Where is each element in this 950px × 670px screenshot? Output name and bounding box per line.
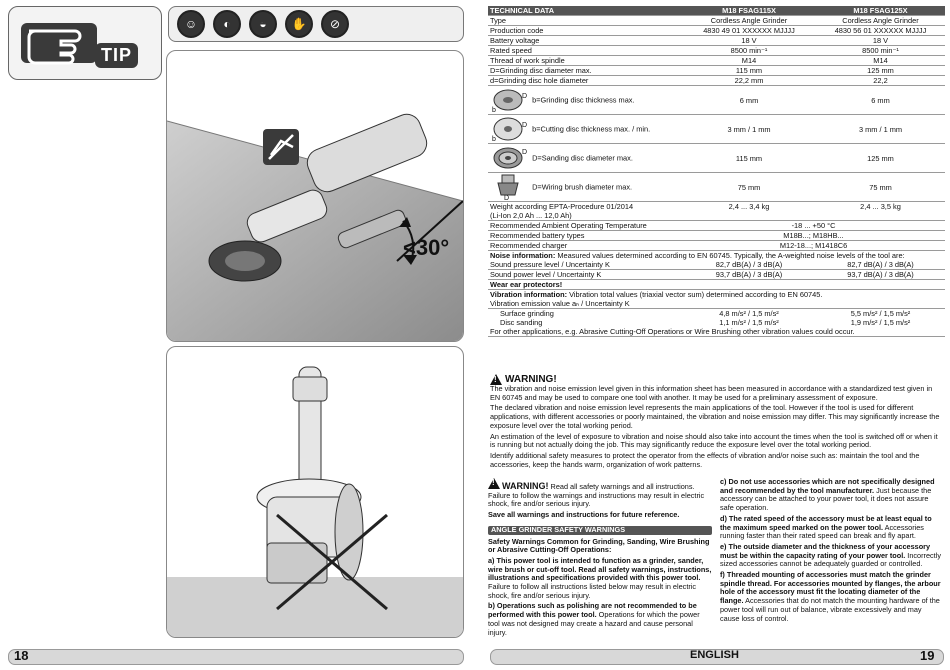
paragraph: The declared vibration and noise emission level represents the main applications of the tool. However if the tool is used for different applications, with different accessories or poorly maintained, the vibration and noise emission may differ. This may significantly increase the exposure level over the total working period. bbox=[490, 403, 940, 430]
table-row: Noise information: Measured values determined according to EN 60745. Typically, the A-weighted noise levels of the tool are: bbox=[490, 251, 905, 260]
paragraph: An estimation of the level of exposure to vibration and noise should also take into account the times when the tool is switched off or when it is running but not actually doing the job. This may significantly reduce the exposure level over the total working period. bbox=[490, 431, 938, 450]
table-row: Sound power level / Uncertainty K 93,7 dB(A) / 3 dB(A) 93,7 dB(A) / 3 dB(A) bbox=[488, 270, 945, 280]
paragraph: The vibration and noise emission level given in this information sheet has been measured in accordance with a standardized test given in EN 60745 and may be used to compare one tool with another. It may be used for a preliminary assessment of exposure. bbox=[490, 384, 933, 402]
svg-text:D: D bbox=[522, 122, 528, 129]
table-row: Vibration information: Vibration total values (triaxial vector sum) determined according to EN 60745. bbox=[490, 290, 823, 299]
paragraph: c) Do not use accessories which are not specifically designed and recommended by the tool manufacturer. Just because the accessory can be attached to your power tool, it does not assure safe operation. bbox=[720, 477, 935, 513]
table-row: D=Grinding disc diameter max. 115 mm 125 mm bbox=[488, 66, 945, 76]
table-header-model-a: M18 FSAG115X bbox=[682, 6, 816, 16]
warning-icon bbox=[490, 374, 502, 385]
grinding-disc-thickness-icon bbox=[490, 86, 530, 114]
table-row: d=Grinding disc hole diameter 22,2 mm 22,2 bbox=[488, 76, 945, 86]
grinding-angle-illustration bbox=[166, 50, 464, 342]
svg-text:b: b bbox=[492, 136, 496, 143]
sanding-disc-icon bbox=[490, 144, 530, 172]
table-row: Sound pressure level / Uncertainty K 82,7 dB(A) / 3 dB(A) 82,7 dB(A) / 3 dB(A) bbox=[488, 260, 945, 270]
warning-title: WARNING! bbox=[502, 481, 549, 491]
warning-section-vibration bbox=[490, 374, 942, 471]
paragraph: Identify additional safety measures to protect the operator from the effects of vibration and/or noise such as: maintain the tool and the accessories, keep the hands warm, organization of work patterns. bbox=[490, 450, 920, 469]
gloves-icon: ✋ bbox=[285, 10, 313, 38]
svg-text:D: D bbox=[522, 149, 528, 156]
paragraph: b) Operations such as polishing are not recommended to be performed with this power tool. Operations for which the power tool was not designed may create a hazard and cause personal injury. bbox=[488, 601, 700, 637]
safety-warnings-column-left: ! WARNING! Read all safety warnings and all instructions. Failure to follow the warnings and instructions may result in electric shock, fire and/or serious injury. Save all warnings and instructions for future reference. ANGLE GRINDER SAFETY WARNINGS Safety Warnings Common for Grinding, Sanding, Wire Brushing or Abrasive Cutting-Off Operations: a) This power tool is intended to function as a grinder, sander, wire brush or cut-off tool. Read all safety warnings, instructions, illustrations and specifications provided with this power tool. Failure to follow all instructions listed below may result in electric shock, fire and/or serious injury. b) Operations such as polishing are not recommended to be performed with this power tool. Operations for which the power tool was not designed may create a hazard and cause personal injury. bbox=[488, 478, 712, 639]
table-row: D D=Wiring brush diameter max. 75 mm 75 mm bbox=[488, 173, 945, 202]
wire-brush-icon bbox=[490, 173, 530, 201]
table-row: Recommended battery types M18B...; M18HB... bbox=[488, 231, 945, 241]
svg-text:D: D bbox=[504, 195, 510, 201]
tip-box bbox=[8, 6, 162, 80]
paragraph: d) The rated speed of the accessory must be at least equal to the maximum speed marked on the power tool. Accessories running faster than their rated speed can break and fly apart. bbox=[720, 513, 932, 541]
table-row: Thread of work spindle M14 M14 bbox=[488, 56, 945, 66]
table-row: For other applications, e.g. Abrasive Cutting-Off Operations or Wire Brushing other vibration values could occur. bbox=[488, 327, 945, 337]
left-page-number: 18 bbox=[14, 648, 29, 663]
paragraph: f) Threaded mounting of accessories must match the grinder spindle thread. For accessories mounted by flanges, the arbour hole of the accessory must fit the locating diameter of the flange. Accessories that do not match the mounting hardware of the power tool will run out of balance, vibrate excessively and may cause loss of control. bbox=[720, 570, 941, 623]
warning-icon bbox=[488, 478, 500, 489]
table-row: D b b=Cutting disc thickness max. / min. 3 mm / 1 mm 3 mm / 1 mm bbox=[488, 115, 945, 144]
table-row: Type Cordless Angle Grinder Cordless Angle Grinder bbox=[488, 16, 945, 26]
section-heading: ANGLE GRINDER SAFETY WARNINGS bbox=[488, 526, 712, 535]
paragraph: e) The outside diameter and the thickness of your accessory must be within the capacity rating of your power tool. Incorrectly sized accessories cannot be adequately guarded or controlled. bbox=[720, 541, 941, 569]
wrong-use-illustration bbox=[166, 346, 464, 638]
table-row: Production code 4830 49 01 XXXXXX MJJJJ 4830 56 01 XXXXXX MJJJJ bbox=[488, 26, 945, 36]
table-row: Recommended charger M12-18...; M1418C6 bbox=[488, 241, 945, 251]
paragraph: a) This power tool is intended to function as a grinder, sander, wire brush or cut-off tool. Read all safety warnings, instructions, illustrations and specifications provided with this power tool. Failure to follow all instructions listed below may result in electric shock, fire and/or serious injury. bbox=[488, 555, 712, 600]
table-row: Vibration emission value aₕ / Uncertainty K bbox=[488, 299, 945, 309]
svg-text:b: b bbox=[492, 107, 496, 114]
table-header-model-b: M18 FSAG125X bbox=[816, 6, 945, 16]
pointing-hand-icon bbox=[19, 17, 99, 69]
tip-label: TIP bbox=[95, 43, 138, 68]
safety-warnings-column-right bbox=[720, 478, 942, 625]
table-row: Weight according EPTA-Procedure 01/2014 (Li-Ion 2,0 Ah ... 12,0 Ah) 2,4 ... 3,4 kg 2,4 ... 3,5 kg bbox=[488, 202, 945, 221]
warning-title: WARNING! bbox=[505, 374, 557, 385]
table-header-title: TECHNICAL DATA bbox=[488, 6, 682, 16]
table-row: D b b=Grinding disc thickness max. 6 mm 6 mm bbox=[488, 86, 945, 115]
ear-protection-icon: ◐ bbox=[213, 10, 241, 38]
angle-label: <30° bbox=[403, 235, 450, 260]
safety-icons-strip bbox=[168, 6, 464, 42]
table-row: Recommended Ambient Operating Temperature -18 ... +50 °C bbox=[488, 221, 945, 231]
table-row: Wear ear protectors! bbox=[488, 280, 945, 290]
no-lever-icon: ⊘ bbox=[321, 10, 349, 38]
cutting-disc-thickness-icon bbox=[490, 115, 530, 143]
table-row: Rated speed 8500 min⁻¹ 8500 min⁻¹ bbox=[488, 46, 945, 56]
svg-text:D: D bbox=[522, 93, 528, 100]
left-footer-bar bbox=[8, 649, 464, 665]
table-row: Battery voltage 18 V 18 V bbox=[488, 36, 945, 46]
right-page-number: 19 bbox=[920, 648, 935, 663]
technical-data-table bbox=[488, 6, 945, 337]
dust-mask-icon: ◒ bbox=[249, 10, 277, 38]
table-row: Surface grinding Disc sanding 4,8 m/s² / 1,5 m/s² 1,1 m/s² / 1,5 m/s² 5,5 m/s² / 1,5 m/s² 1,9 m/s² / 1,5 m/s² bbox=[500, 309, 911, 327]
table-row: D D=Sanding disc diameter max. 115 mm 125 mm bbox=[488, 144, 945, 173]
language-label: ENGLISH bbox=[690, 649, 739, 661]
face-shield-icon: ☺ bbox=[177, 10, 205, 38]
